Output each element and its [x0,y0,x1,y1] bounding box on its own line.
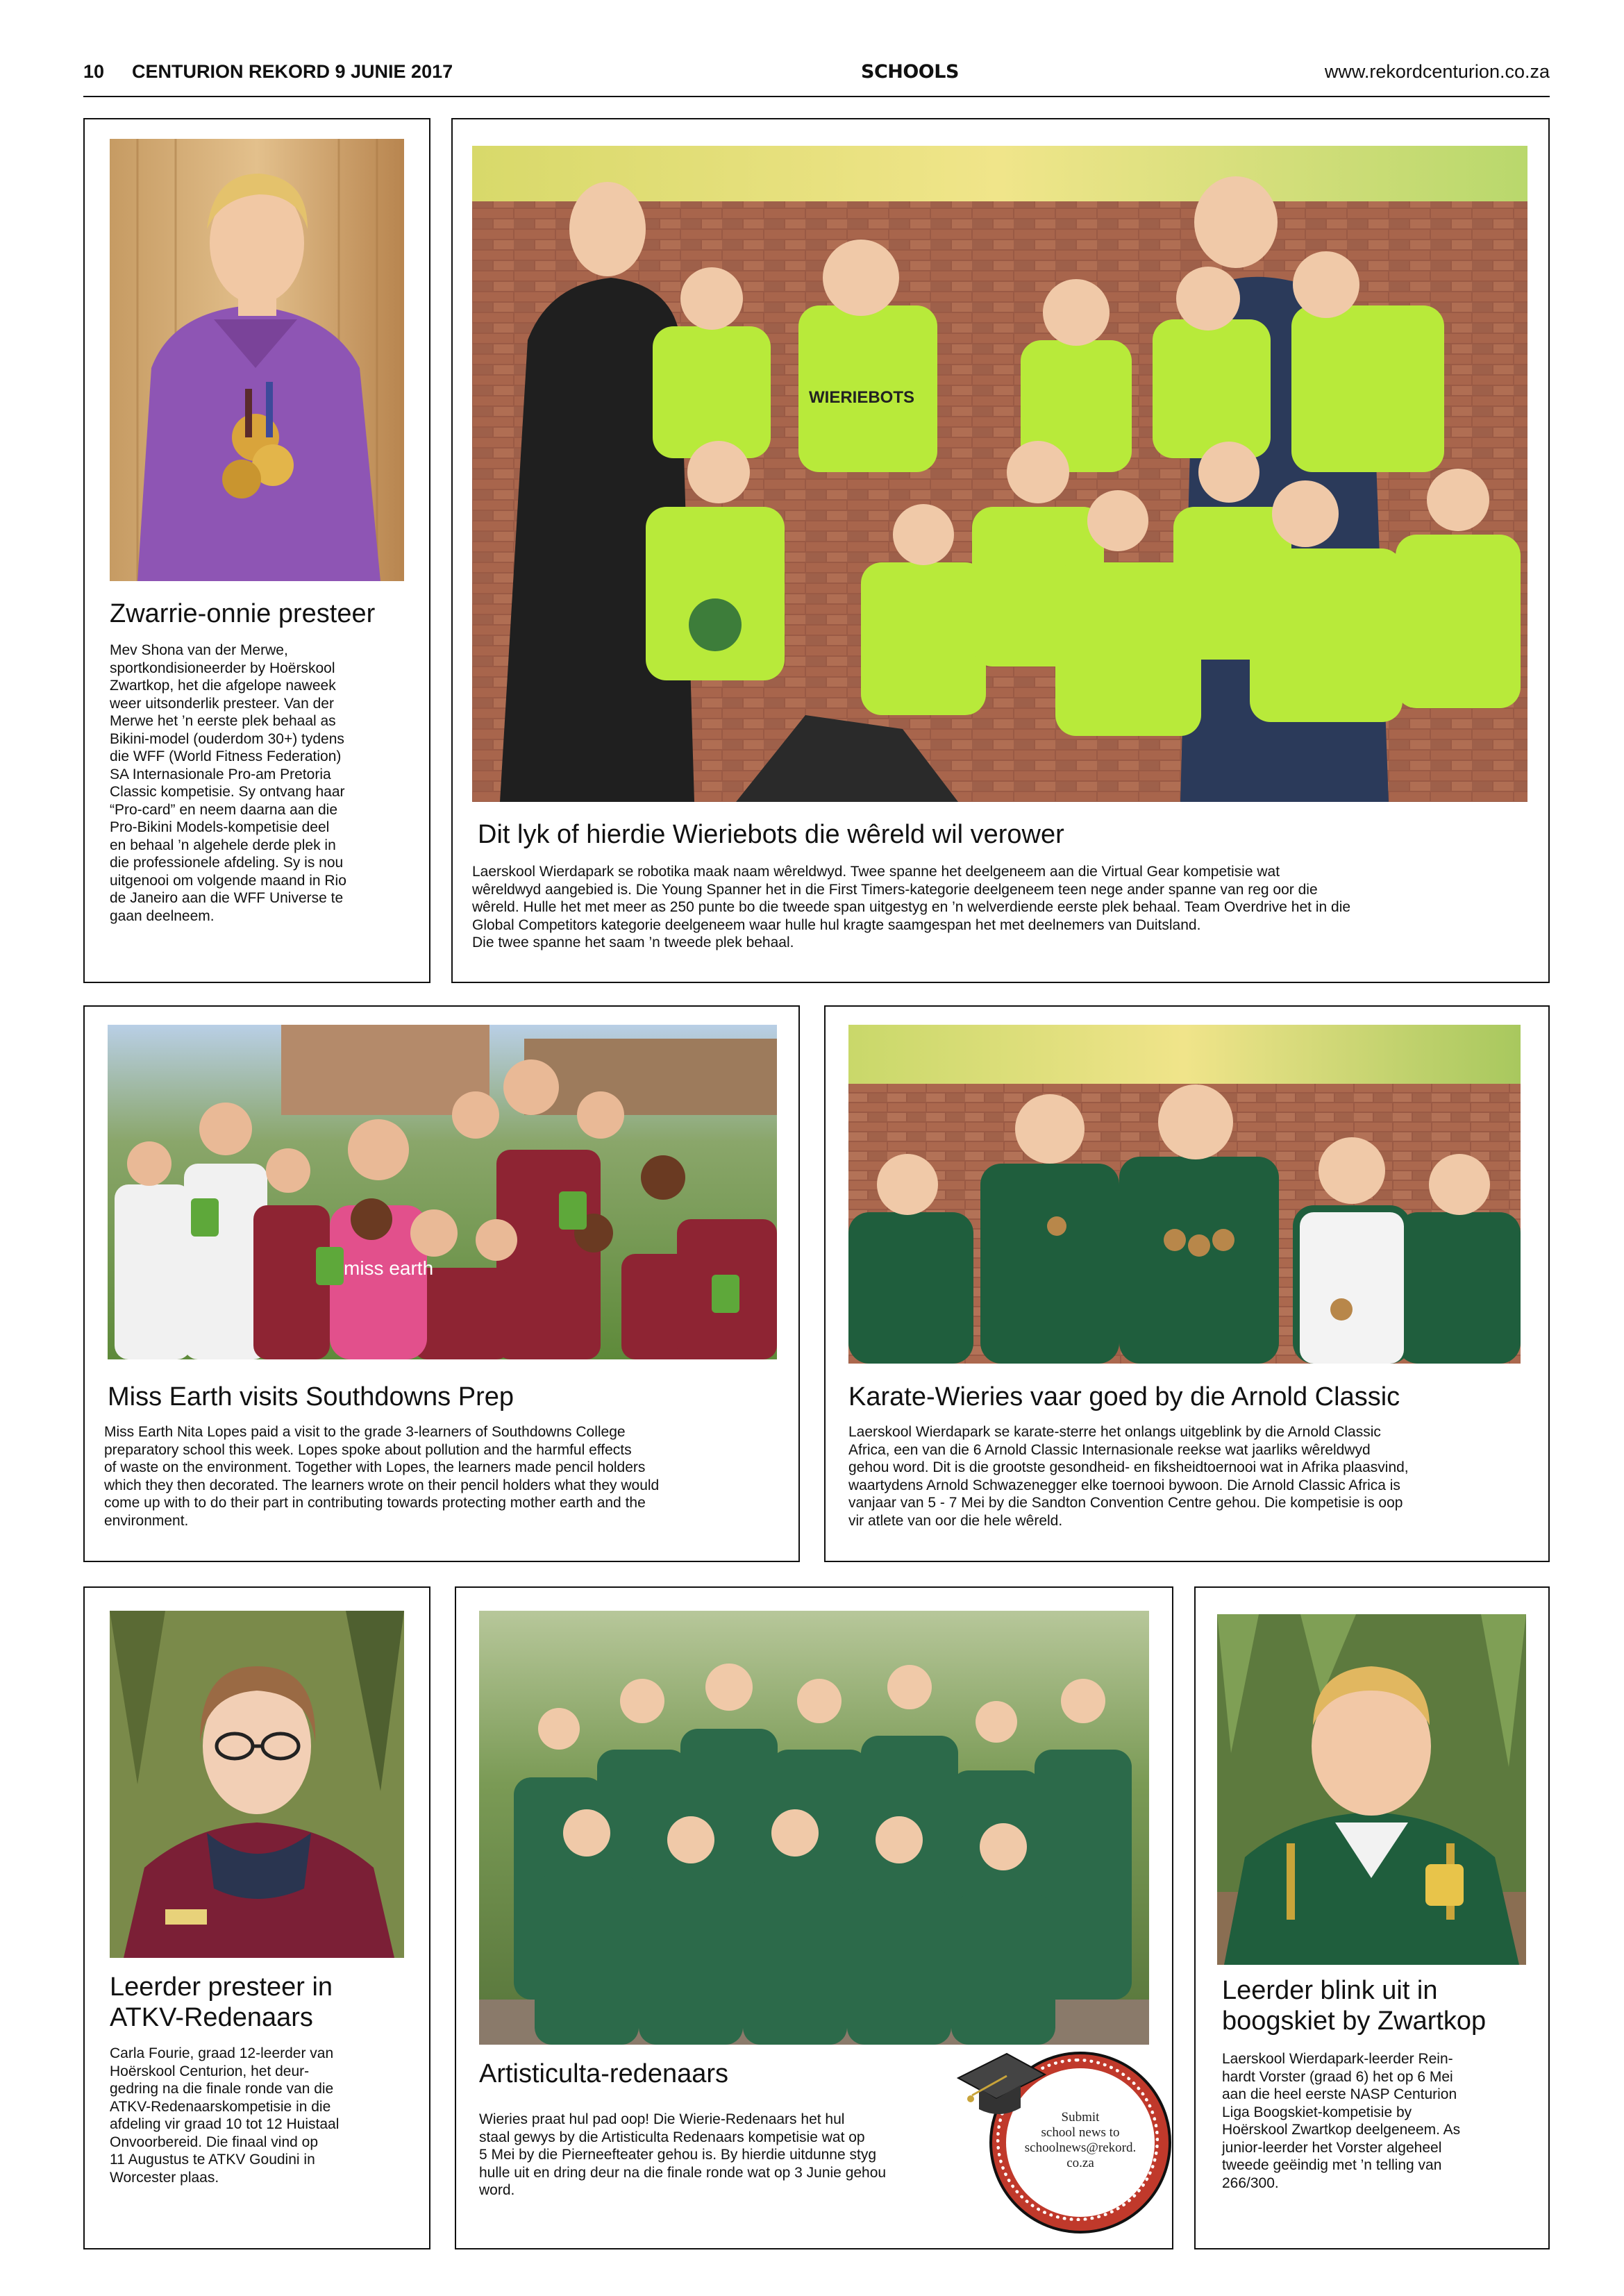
graduation-cap-icon [951,2047,1048,2123]
page-header [83,61,1550,93]
photo-fitness-trainer [110,139,404,581]
boogskiet-body: Laerskool Wierdapark-leerder Rein- hardt Vorster (graad 6) het op 6 Mei aan die heel eerste NASP Centurion Liga Boogskiet-kompetisie by Hoërskool Zwartkop deelgeneem. As junior-leerder het Vorster algeheel tweede geëindig met ’n telling van 266/300. [1222,2051,1461,2191]
header-rule [83,96,1550,97]
karate-body: Laerskool Wierdapark se karate-sterre het onlangs uitgeblink by die Arnold Classic Africa, een van die 6 Arnold Classic Internasionale reekse wat jaarliks wêreldwyd gehou word. Dit is die grootste gesondheid- en fiksheidtoernooi wat in Afrika plaasvind, waartydens Arnold Schwazenegger elke toernooi bywoon. Die Arnold Classic Africa is vanjaar van 5 - 7 Mei by die Sandton Convention Centre gehou. Die kompetisie is oop vir atlete van oor die hele wêreld. [848,1424,1409,1529]
photo-karate-learners [848,1025,1521,1364]
wieriebots-body: Laerskool Wierdapark se robotika maak naam wêreldwyd. Twee spanne het deelgeneem aan die Virtual Gear kompetisie wat wêreldwyd aangebied is. Die Young Spanner het in die First Timers-kategorie deelgeneem teen nege ander spanne van reg oor die wêreld. Hulle het met meer as 250 punte bo die tweede span uitgestyg en ’n welverdiende eerste plek behaal. Team Overdrive het in die Global Competitors kategorie deelgeneem waar hulle hul kragte saamgespan het met deelnemers van Duitsland. Die twee spanne het saam ’n tweede plek behaal. [472,864,1351,950]
wieriebots-title: Dit lyk of hierdie Wieriebots die wêreld wil verower [478,820,1064,849]
miss-earth-body: Miss Earth Nita Lopes paid a visit to the grade 3-learners of Southdowns College preparatory school this week. Lopes spoke about pollution and the harmful effects of waste on the environment. Together with Lopes, the learners made pencil holders which they then decorated. The learners wrote on their pencil holders what they would come up with to do their part in contributing towards protecting mother earth and the environment. [104,1424,660,1529]
photo-miss-earth-learners [108,1025,777,1359]
website-link[interactable]: www.rekordcenturion.co.za [1324,61,1550,82]
miss-earth-title: Miss Earth visits Southdowns Prep [108,1382,514,1411]
page-number: 10 [83,61,105,82]
photo-atkv-learner [110,1611,404,1958]
photo-artisticulta-group [479,1611,1149,2045]
photo-archery-learner [1217,1614,1526,1965]
section-label: SCHOOLS [861,61,959,83]
karate-title: Karate-Wieries vaar goed by die Arnold Classic [848,1382,1400,1411]
photo-robotics-team [472,146,1527,802]
badge-text: Submit school news to schoolnews@rekord. co.za [1024,2110,1137,2170]
miss-earth-shirt-text: miss earth [344,1257,434,1279]
publication-name: CENTURION REKORD 9 JUNIE 2017 [132,61,453,82]
boogskiet-title: Leerder blink uit in boogskiet by Zwartkop [1222,1976,1487,2036]
zwarrie-body: Mev Shona van der Merwe, sportkondisioneerder by Hoërskool Zwartkop, het die afgelope naweek weer uitsonderlik presteer. Van der Merwe het ’n eerste plek behaal as Bikini-model (ouderdom 30+) tydens die WFF (World Fitness Federation) SA Internasionale Pro-am Pretoria Classic kompetisie. Sy ontvang haar “Pro-card” en neem daarna aan die Pro-Bikini Models-kompetisie deel en behaal ’n algehele derde plek in die professionele afdeling. Sy is nou uitgenooi om volgende maand in Rio de Janeiro aan die WFF Universe te gaan deelneem. [110,642,346,924]
artisticulta-title: Artisticulta-redenaars [479,2059,729,2088]
zwarrie-title: Zwarrie-onnie presteer [110,599,376,628]
shirt-text: WIERIEBOTS [809,388,915,407]
artisticulta-body: Wieries praat hul pad oop! Die Wierie-Redenaars het hul staal gewys by die Artisticulta Redenaars kompetisie wat op 5 Mei by die Pierneefteater gehou is. By hierdie uitdunne styg hulle uit en dring deur na die finale ronde wat op 3 Junie gehou word. [479,2111,887,2198]
atkv-title: Leerder presteer in ATKV-Redenaars [110,1972,333,2032]
atkv-body: Carla Fourie, graad 12-leerder van Hoërskool Centurion, het deur- gedring na die finale ronde van die ATKV-Redenaarskompetisie in die afdeling vir graad 10 tot 12 Huistaal Onvoorbereid. Die finaal vind op 11 Augustus te ATKV Goudini in Worcester plaas. [110,2045,340,2186]
